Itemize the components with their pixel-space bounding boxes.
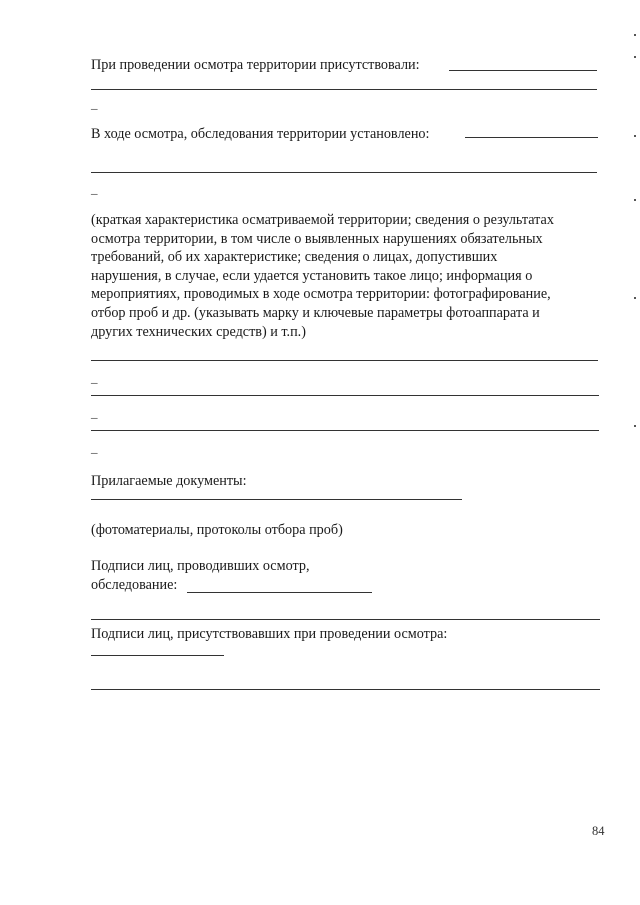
attendees-label: Подписи лиц, присутствовавших при проведении осмотра: xyxy=(91,626,448,642)
inspectors-signature-line-2[interactable] xyxy=(91,619,600,620)
present-field-line-2[interactable] xyxy=(91,89,597,90)
description-line: осмотра территории, в том числе о выявленных нарушениях обязательных xyxy=(91,230,543,247)
established-label: В ходе осмотра, обследования территории установлено: xyxy=(91,126,430,142)
scan-edge-mark xyxy=(634,199,636,201)
page-number: 84 xyxy=(592,824,605,838)
attendees-signature-line-2[interactable] xyxy=(91,689,600,690)
description-field-line-1[interactable] xyxy=(91,360,598,361)
line-end-dash: _ xyxy=(91,181,98,196)
attachments-label: Прилагаемые документы: xyxy=(91,473,247,489)
description-line: отбор проб и др. (указывать марку и ключевые параметры фотоаппарата и xyxy=(91,304,540,321)
description-paragraph xyxy=(91,211,596,341)
description-line: (краткая характеристика осматриваемой территории; сведения о результатах xyxy=(91,212,554,228)
description-field-line-2[interactable] xyxy=(91,395,599,396)
inspectors-signature-line[interactable] xyxy=(187,592,372,593)
scan-edge-mark xyxy=(634,34,636,36)
scan-edge-mark xyxy=(634,425,636,427)
present-field-line[interactable] xyxy=(449,70,597,71)
present-label: При проведении осмотра территории присутствовали: xyxy=(91,57,420,73)
description-line: нарушения, в случае, если удается установить такое лицо; информация о xyxy=(91,267,533,284)
description-line: мероприятиях, проводимых в ходе осмотра территории: фотографирование, xyxy=(91,286,551,303)
description-field-line-3[interactable] xyxy=(91,430,599,431)
description-line: других технических средств) и т.п.) xyxy=(91,323,306,340)
line-end-dash: _ xyxy=(91,440,98,455)
line-end-dash: _ xyxy=(91,370,98,385)
line-end-dash: _ xyxy=(91,96,98,111)
attachments-field-line[interactable] xyxy=(91,499,462,500)
attendees-signature-line[interactable] xyxy=(91,655,224,656)
scan-edge-mark xyxy=(634,56,636,58)
scan-edge-mark xyxy=(634,297,636,299)
line-end-dash: _ xyxy=(91,405,98,420)
established-field-line[interactable] xyxy=(465,137,598,138)
description-line: требований, об их характеристике; сведения о лицах, допустивших xyxy=(91,249,498,266)
inspectors-label-line2: обследование: xyxy=(91,577,178,593)
established-field-line-2[interactable] xyxy=(91,172,597,173)
attachments-note: (фотоматериалы, протоколы отбора проб) xyxy=(91,522,343,538)
scan-edge-mark xyxy=(634,135,636,137)
inspectors-label-line1: Подписи лиц, проводивших осмотр, xyxy=(91,558,310,574)
